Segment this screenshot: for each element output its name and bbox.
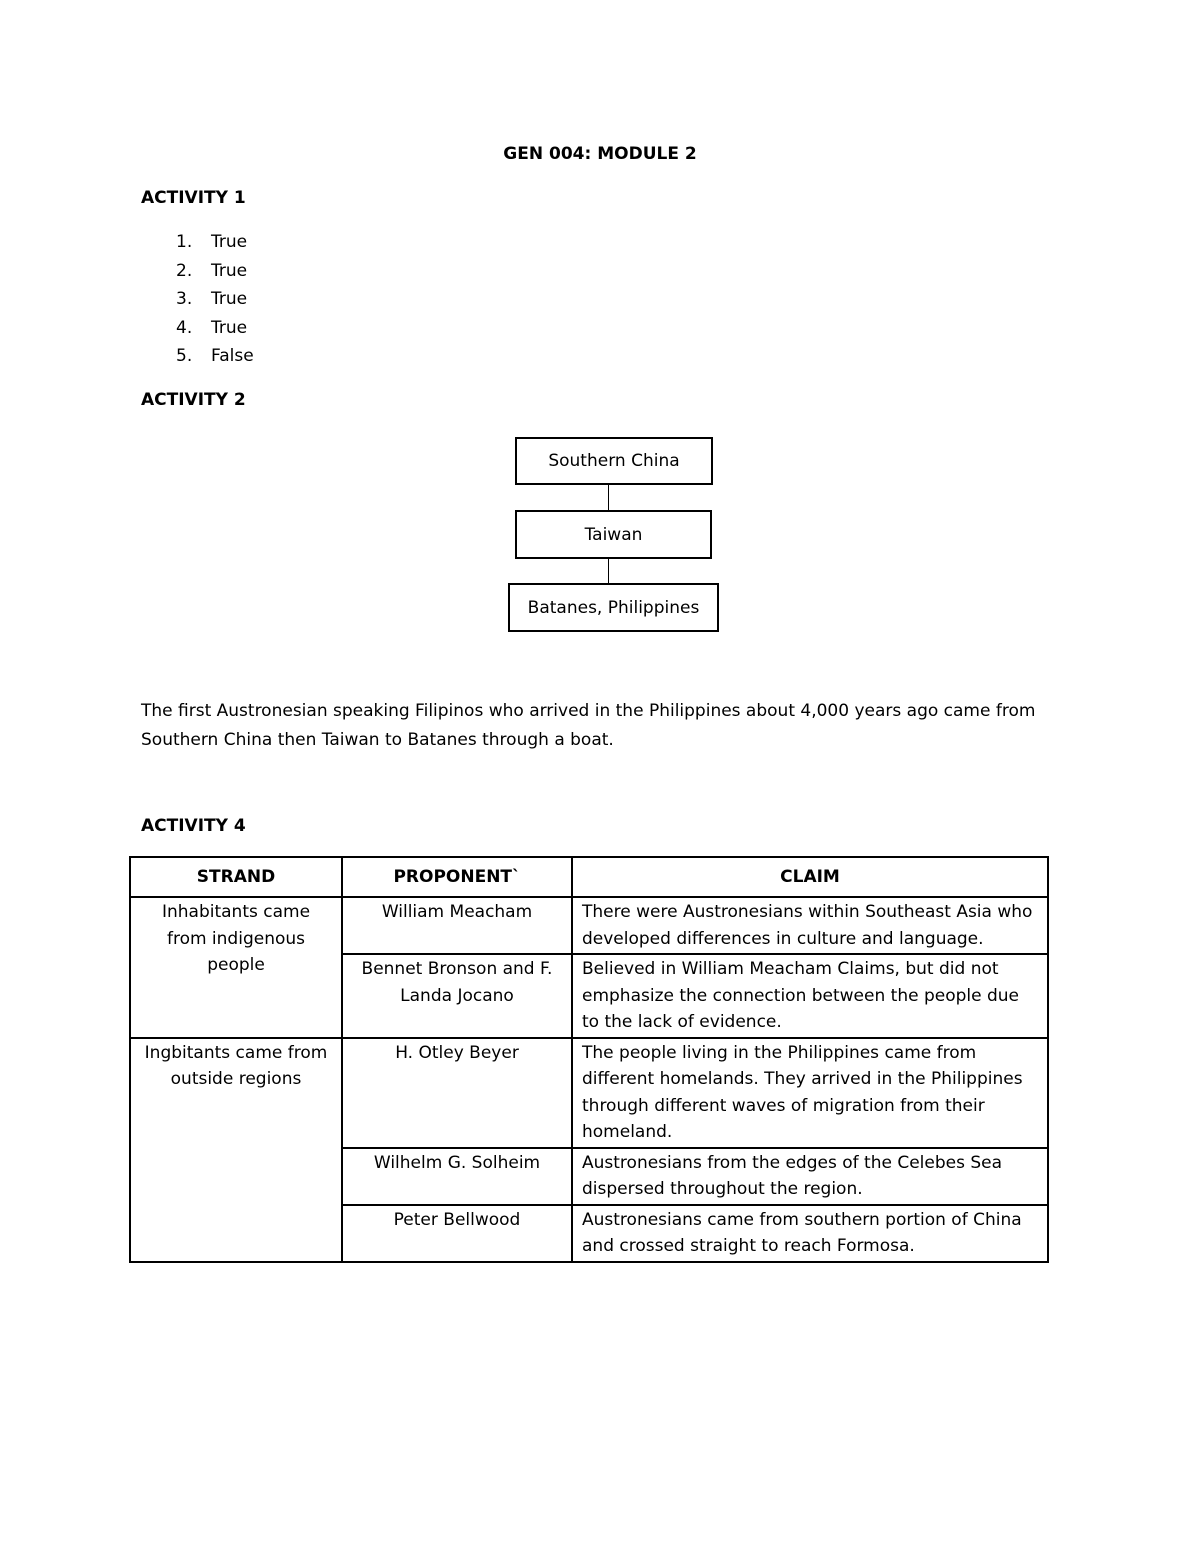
proponent-cell: H. Otley Beyer <box>342 1038 572 1148</box>
activity1-answer-list <box>176 232 254 375</box>
claim-cell: Believed in William Meacham Claims, but did not emphasize the connection between the people due to the lack of evidence. <box>572 954 1048 1038</box>
strand-cell: Inhabitants came from indigenous people <box>130 897 342 1038</box>
claim-cell: The people living in the Philippines came from different homelands. They arrived in the Philippines through different waves of migration from their homeland. <box>572 1038 1048 1148</box>
list-item: 3. True <box>176 289 248 309</box>
column-header-proponent: PROPONENT` <box>342 857 572 897</box>
column-header-strand: STRAND <box>130 857 342 897</box>
proponent-cell: William Meacham <box>342 897 572 954</box>
flow-box-southern-china: Southern China <box>515 437 713 485</box>
strand-cell: Ingbitants came from outside regions <box>130 1038 342 1262</box>
document-title: GEN 004: MODULE 2 <box>503 144 697 164</box>
activity1-heading: ACTIVITY 1 <box>141 188 246 208</box>
column-header-claim: CLAIM <box>572 857 1048 897</box>
flow-connector <box>608 559 609 583</box>
activity2-heading: ACTIVITY 2 <box>141 390 246 410</box>
claim-cell: Austronesians from the edges of the Celebes Sea dispersed throughout the region. <box>572 1148 1048 1205</box>
flow-box-taiwan: Taiwan <box>515 510 712 559</box>
claim-cell: Austronesians came from southern portion of China and crossed straight to reach Formosa. <box>572 1205 1048 1262</box>
proponent-cell: Peter Bellwood <box>342 1205 572 1262</box>
flow-connector <box>608 485 609 510</box>
claim-cell: There were Austronesians within Southeast Asia who developed differences in culture and language. <box>572 897 1048 954</box>
list-item: 5. False <box>176 346 254 366</box>
flow-box-batanes: Batanes, Philippines <box>508 583 719 632</box>
activity4-table <box>129 856 1049 1263</box>
list-item: 1. True <box>176 232 248 252</box>
activity2-paragraph: The first Austronesian speaking Filipinos who arrived in the Philippines about 4,000 years ago came from Southern China then Taiwan to Batanes through a boat. <box>141 701 1036 750</box>
activity4-heading: ACTIVITY 4 <box>141 816 246 836</box>
proponent-cell: Bennet Bronson and F. Landa Jocano <box>342 954 572 1038</box>
list-item: 4. True <box>176 317 248 338</box>
proponent-cell: Wilhelm G. Solheim <box>342 1148 572 1205</box>
table-header-row <box>130 857 1048 897</box>
list-item: 2. True <box>176 260 248 281</box>
table-row <box>130 897 1048 954</box>
table-row <box>130 1038 1048 1148</box>
